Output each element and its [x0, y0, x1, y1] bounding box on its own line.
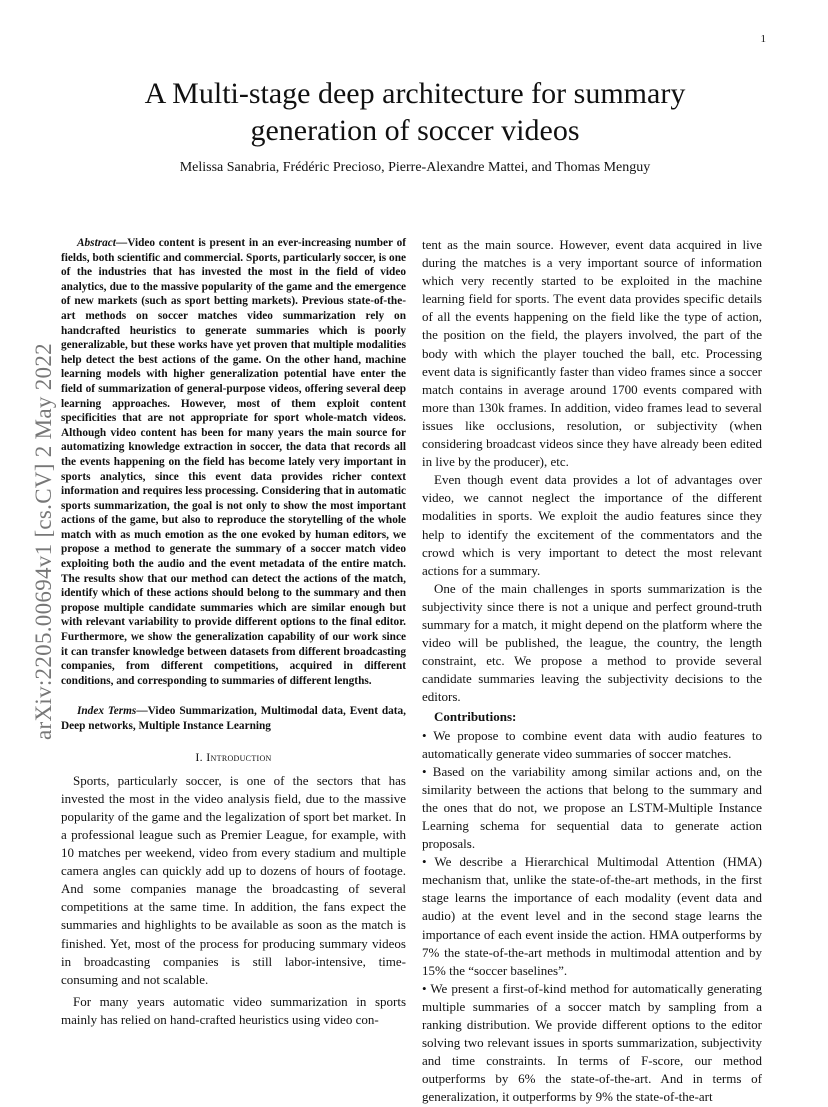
page-number: 1 — [760, 33, 766, 45]
right-paragraph-1: tent as the main source. However, event data acquired in live during the matches is a very important source of information which very recently started to be exploited in the machine learning field for sports. The event data provides specific details of all the events happening on the field like the type of action, the position on the field, the players involved, the part of the body with which the player touched the ball, etc. Processing event data is significantly faster than video frames since a soccer match contains in average around 1700 events compared with more than 130k frames. In addition, video frames lead to several issues like occlusions, resolution, or subjectivity (when considering broadcast videos since they have already been edited in live by the producer), etc. — [422, 237, 762, 470]
title-line-1: A Multi-stage deep architecture for summary — [144, 77, 686, 110]
contribution-bullet: • We present a first-of-kind method for automatically generating multiple summaries of a soccer match by sampling from a ranking distribution. We provide different options to the editor solving two relevant issues in sports summarization, subjectivity and time constraints. In terms of F-score, our method outperforms by 6% the state-of-the-art. And in terms of generalization, it outperforms by 9% the state-of-the-art — [422, 980, 762, 1105]
intro-paragraph-2: For many years automatic video summarization in sports mainly has relied on hand-crafted heuristics using video con- — [61, 993, 406, 1027]
index-terms-label: Index Terms — [77, 705, 137, 718]
arxiv-identifier: arXiv:2205.00694v1 [cs.CV] 2 May 2022 — [31, 343, 56, 740]
abstract — [61, 236, 406, 688]
contribution-bullet: • Based on the variability among similar actions and, on the similarity between the actions that belong to the summary and the ones that do not, we propose an LSTM-Multiple Instance Learning schema for sequential data to generate action proposals. — [422, 763, 762, 852]
contribution-bullet: • We describe a Hierarchical Multimodal Attention (HMA) mechanism that, unlike the state-of-the-art methods, in the first stage learns the importance of each modality (event data and audio) at the event level and in the second stage learns the importance of each event inside the action. HMA outperforms by 7% the state-of-the-art methods in multimodal attention and by 15% the “soccer baselines”. — [422, 854, 762, 978]
right-paragraph-2: Even though event data provides a lot of advantages over video, we cannot neglect the importance of the different modalities in sports. We exploit the audio features since they help to identify the excitement of the commentators and the crowd which is very important to detect the most relevant actions for a summary. — [422, 472, 762, 578]
left-column — [61, 236, 406, 1029]
title-line-2: generation of soccer videos — [250, 114, 580, 147]
intro-paragraph-1: Sports, particularly soccer, is one of the sectors that has invested the most in the video analysis field, due to the massive popularity of the game and the legalization of sport bet market. In a professional league such as Premier League, for example, with 10 matches per weekend, video from every stadium and multiple camera angles can quickly add up to dozens of hours of footage. And some companies manage the broadcasting of several competitions at the same time. In addition, the fans expect the summaries and highlights to be available as soon as the match is finished. Yet, most of the process for producing summary videos in broadcasting companies is still labor-intensive, time-consuming and not scalable. — [61, 772, 406, 987]
section-heading: I. Introduction — [195, 749, 272, 764]
right-column — [422, 236, 762, 1107]
authors: Melissa Sanabria, Frédéric Precioso, Pierre-Alexandre Mattei, and Thomas Menguy — [179, 160, 651, 175]
abstract-label: Abstract — [77, 237, 116, 249]
abstract-text: —Video content is present in an ever-increasing number of fields, both scientific and commercial. Sports, particularly soccer, is one of the industries that has invested the most in the field of video analytics, due to the massive popularity of the game and the emergence of new markets (such as sport betting markets). Previous state-of-the-art methods on soccer matches video summarization rely on handcrafted heuristics to generate summaries which is poorly generalizable, but these works have yet proven that multiple modalities help detect the best actions of the game. On the other hand, machine learning models with higher generalization potential have enter the field of summarization of general-purpose videos, offering several deep learning approaches. However, most of them exploit content specificities that are not appropriate for sport whole-match videos. Although video content has been for many years the main source for automatizing knowledge extraction in soccer, the data that records all the events happening on the field has become lately very important in sports analytics, since this event data provides richer context information and requires less processing. Considering that in automatic sports summarization, the goal is not only to show the most important actions of the game, but also to reproduce the storytelling of the whole match with as much emotion as the one evoked by human editors, we propose a method to generate the summary of a soccer match video exploiting both the audio and the event metadata of the entire match. The results show that our method can detect the actions of the match, identify which of these actions should belong to the summary and then propose multiple candidate summaries which are similar enough but with relevant variability to provide different options to the final editor. Furthermore, we show the generalization capability of our work since it can transfer knowledge between datasets from different broadcasting companies, from different competitions, acquired in different conditions, and corresponding to summaries of different lengths. — [61, 237, 406, 687]
index-terms — [61, 704, 406, 733]
index-terms-text: —Video Summarization, Multimodal data, Event data, Deep networks, Multiple Instance Learning — [61, 705, 406, 732]
right-paragraph-3: One of the main challenges in sports summarization is the subjectivity since there is not a unique and perfect ground-truth summary for a match, it might depend on the platform where the video will be published, the league, the country, the length constraint, etc. We propose a method to provide several candidate summaries leaving the subjectivity decisions to the editors. — [422, 580, 762, 705]
contributions-heading: Contributions: — [434, 709, 517, 725]
paper-title — [70, 75, 760, 149]
contribution-bullet: • We propose to combine event data with audio features to automatically generate video summaries of soccer matches. — [422, 727, 762, 761]
